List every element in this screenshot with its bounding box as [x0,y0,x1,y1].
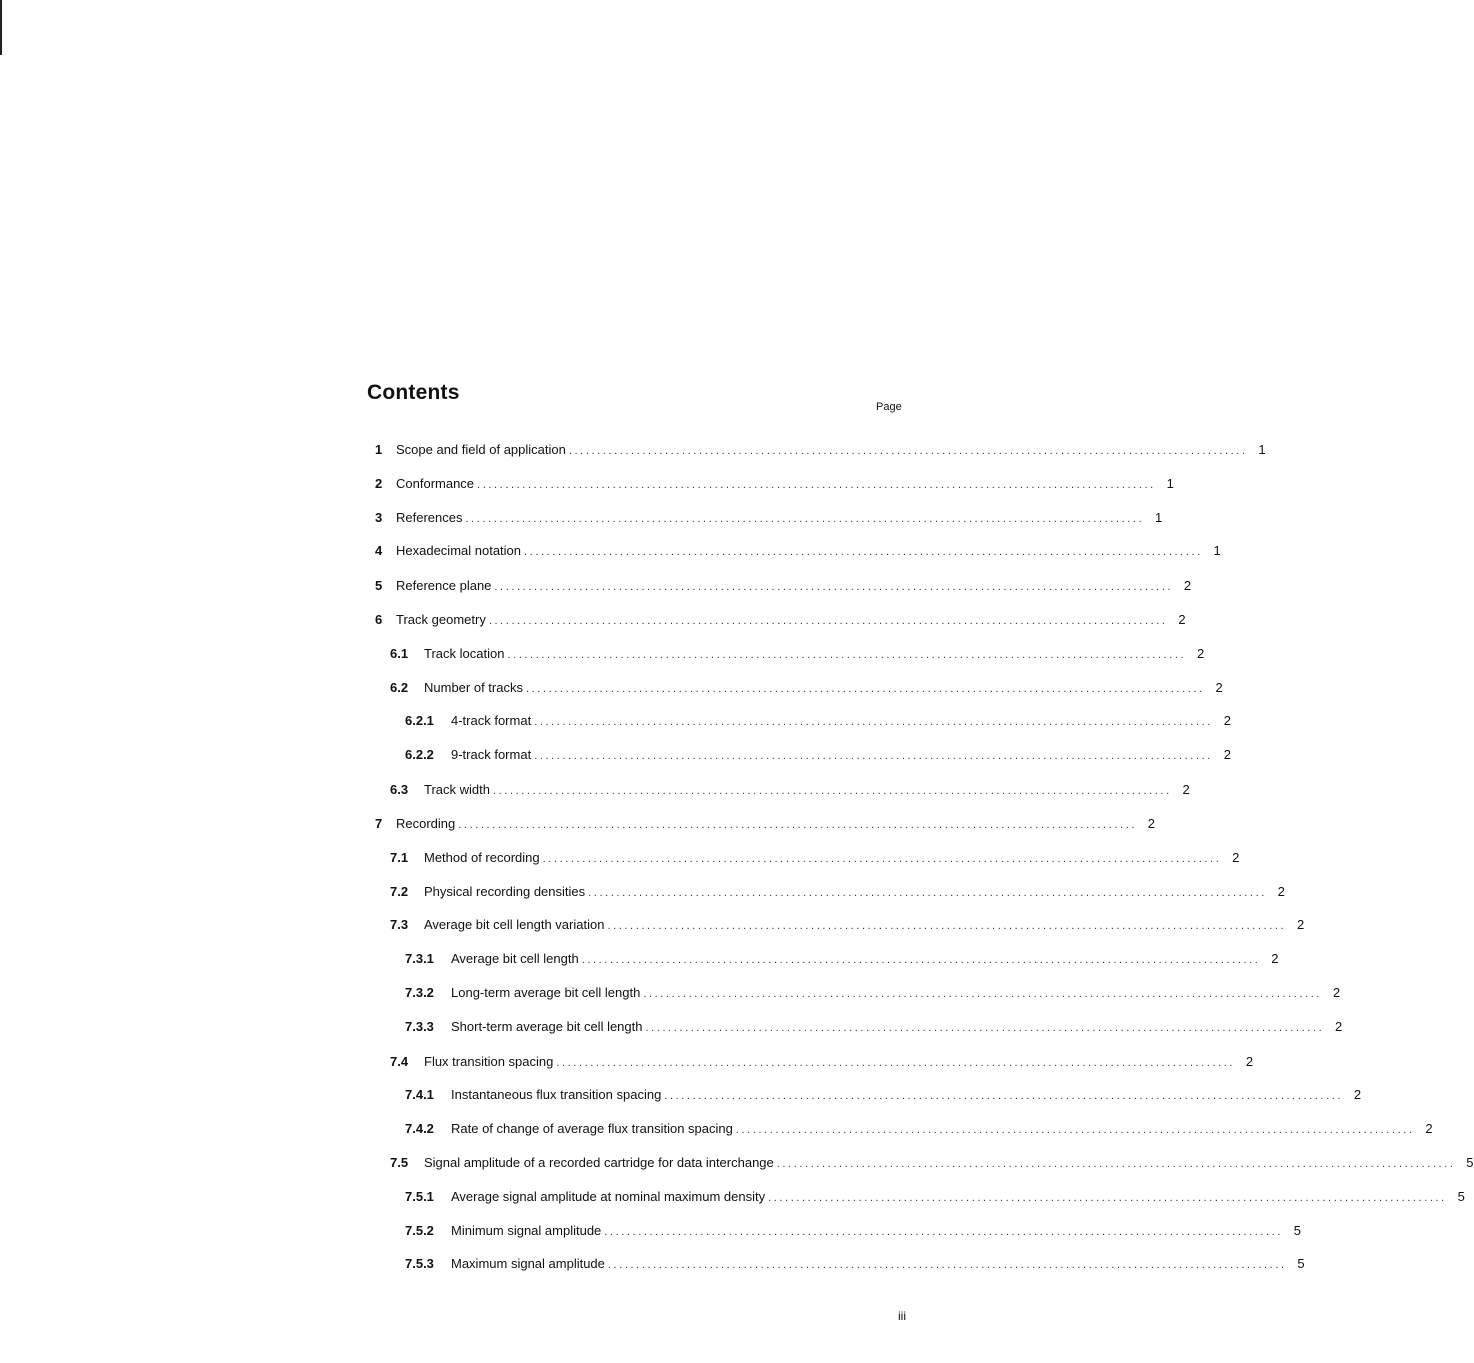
toc-entry-page: 2 [1277,884,1285,899]
toc-entry-page: 2 [1223,747,1231,762]
toc-entry-number: 7.1 [390,850,409,865]
toc-entry[interactable] [375,510,1163,527]
toc-entry-label: Short-term average bit cell length [451,1019,643,1034]
toc-entry-page: 1 [1166,476,1174,491]
toc-dot-leader: ........................................................................................................................ [607,920,1287,932]
toc-entry[interactable] [390,917,1305,934]
toc-entry-label: 4-track format [451,713,532,728]
toc-entry[interactable] [405,1121,1433,1138]
toc-entry-number: 2 [375,476,383,491]
toc-dot-leader: ........................................................................................................................ [568,445,1248,457]
toc-entry-number: 7.4.2 [405,1121,434,1136]
toc-entry[interactable] [390,1054,1254,1071]
toc-dot-leader: ........................................................................................................................ [735,1124,1415,1136]
toc-entry-number: 7 [375,816,383,831]
toc-entry-label: Flux transition spacing [424,1054,554,1069]
toc-dot-leader: ........................................................................................................................ [607,1259,1287,1271]
toc-entry-page: 2 [1196,646,1205,661]
toc-entry-page: 2 [1296,917,1305,932]
toc-entry-number: 6 [375,612,383,627]
toc-entry-page: 2 [1183,578,1192,593]
toc-entry-page: 5 [1457,1189,1465,1204]
toc-entry[interactable] [390,884,1285,901]
toc-entry-number: 7.5.1 [405,1189,434,1204]
toc-entry-page: 5 [1297,1256,1305,1271]
toc-entry-page: 1 [1155,510,1163,525]
toc-entry-number: 7.3.3 [405,1019,434,1034]
toc-entry-page: 2 [1182,782,1190,797]
toc-entry-label: Signal amplitude of a recorded cartridge for data interchange [424,1155,774,1170]
toc-entry[interactable] [375,476,1174,493]
toc-entry-label: Track location [424,646,505,661]
toc-dot-leader: ........................................................................................................................ [645,1022,1325,1034]
toc-entry[interactable] [405,1087,1362,1104]
toc-entry-number: 7.3.2 [405,985,434,1000]
page-number-folio: iii [898,1309,906,1323]
toc-entry[interactable] [405,1256,1305,1273]
toc-dot-leader: ........................................................................................................................ [507,649,1187,661]
toc-entry-page: 2 [1147,816,1156,831]
toc-entry-number: 5 [375,578,383,593]
toc-entry-page: 2 [1425,1121,1433,1136]
page-column-heading: Page [876,401,902,413]
toc-entry-number: 6.2 [390,680,409,695]
toc-entry-page: 1 [1213,543,1221,558]
toc-entry-label: Hexadecimal notation [396,543,522,558]
toc-entry-number: 6.2.2 [405,747,434,762]
toc-dot-leader: ........................................................................................................................ [465,513,1145,525]
toc-entry[interactable] [375,816,1156,833]
toc-entry-label: Physical recording densities [424,884,586,899]
toc-entry-label: Number of tracks [424,680,523,695]
toc-dot-leader: ........................................................................................................................ [556,1057,1236,1069]
toc-entry[interactable] [375,578,1192,595]
toc-dot-leader: ........................................................................................................................ [534,716,1213,728]
toc-entry-page: 2 [1353,1087,1362,1102]
toc-entry-page: 2 [1232,850,1240,865]
toc-entry[interactable] [405,713,1231,730]
toc-entry[interactable] [405,1189,1465,1206]
toc-entry[interactable] [405,985,1341,1002]
toc-entry-number: 6.3 [390,782,409,797]
toc-dot-leader: ........................................................................................................................ [542,853,1222,865]
toc-entry-number: 6.1 [390,646,409,661]
toc-entry-number: 4 [375,543,383,558]
toc-dot-leader: ........................................................................................................................ [768,1192,1447,1204]
toc-entry-page: 5 [1293,1223,1302,1238]
toc-entry[interactable] [390,680,1223,697]
toc-dot-leader: ........................................................................................................................ [524,546,1203,558]
toc-entry-page: 2 [1332,985,1341,1000]
toc-dot-leader: ........................................................................................................................ [643,988,1323,1000]
toc-dot-leader: ........................................................................................................................ [581,954,1261,966]
toc-entry-label: Reference plane [396,578,492,593]
toc-dot-leader: ........................................................................................................................ [488,615,1168,627]
toc-entry[interactable] [375,543,1221,560]
toc-entry-label: Average bit cell length variation [424,917,605,932]
toc-dot-leader: ........................................................................................................................ [477,479,1156,491]
toc-entry[interactable] [375,612,1186,629]
toc-entry-label: Conformance [396,476,475,491]
toc-entry-page: 5 [1466,1155,1474,1170]
toc-entry-label: Minimum signal amplitude [451,1223,602,1238]
toc-entry[interactable] [405,747,1231,764]
toc-entry-page: 2 [1335,1019,1343,1034]
toc-dot-leader: ........................................................................................................................ [604,1226,1284,1238]
toc-entry-label: 9-track format [451,747,532,762]
toc-entry[interactable] [405,1223,1302,1240]
toc-entry-page: 2 [1215,680,1223,695]
toc-entry-number: 6.2.1 [405,713,434,728]
toc-dot-leader: ........................................................................................................................ [494,581,1174,593]
toc-entry[interactable] [375,442,1266,459]
toc-entry-page: 2 [1245,1054,1254,1069]
toc-entry-number: 7.3.1 [405,951,434,966]
toc-entry[interactable] [390,1155,1474,1172]
toc-dot-leader: ........................................................................................................................ [458,819,1138,831]
toc-entry-number: 7.3 [390,917,409,932]
toc-entry-page: 2 [1223,713,1231,728]
toc-entry[interactable] [390,646,1205,663]
toc-entry-label: Scope and field of application [396,442,566,457]
toc-entry-page: 2 [1271,951,1279,966]
toc-dot-leader: ........................................................................................................................ [588,887,1267,899]
toc-entry-number: 7.2 [390,884,409,899]
toc-entry-number: 3 [375,510,383,525]
toc-entry-number: 7.5 [390,1155,409,1170]
toc-entry-number: 7.5.3 [405,1256,434,1271]
toc-entry-label: Long-term average bit cell length [451,985,641,1000]
toc-entry-label: References [396,510,463,525]
toc-dot-leader: ........................................................................................................................ [664,1090,1344,1102]
toc-dot-leader: ........................................................................................................................ [534,750,1213,762]
toc-entry-number: 7.5.2 [405,1223,434,1238]
page-title: Contents [367,381,460,404]
toc-entry-number: 1 [375,442,383,457]
toc-entry-label: Rate of change of average flux transition spacing [451,1121,733,1136]
toc-entry-number: 7.4 [390,1054,409,1069]
toc-entry-label: Method of recording [424,850,540,865]
toc-entry-page: 1 [1258,442,1266,457]
toc-entry[interactable] [390,850,1240,867]
toc-entry-label: Average signal amplitude at nominal maximum density [451,1189,766,1204]
toc-entry[interactable] [390,782,1190,799]
toc-dot-leader: ........................................................................................................................ [492,785,1172,797]
toc-entry-label: Average bit cell length [451,951,579,966]
toc-entry-page: 2 [1178,612,1186,627]
toc-dot-leader: ........................................................................................................................ [776,1158,1456,1170]
toc-entry-number: 7.4.1 [405,1087,434,1102]
toc-entry[interactable] [405,1019,1343,1036]
toc-entry-label: Track width [424,782,490,797]
toc-entry[interactable] [405,951,1279,968]
toc-entry-label: Recording [396,816,456,831]
toc-entry-label: Instantaneous flux transition spacing [451,1087,662,1102]
toc-dot-leader: ........................................................................................................................ [525,683,1205,695]
toc-entry-label: Maximum signal amplitude [451,1256,605,1271]
toc-entry-label: Track geometry [396,612,486,627]
